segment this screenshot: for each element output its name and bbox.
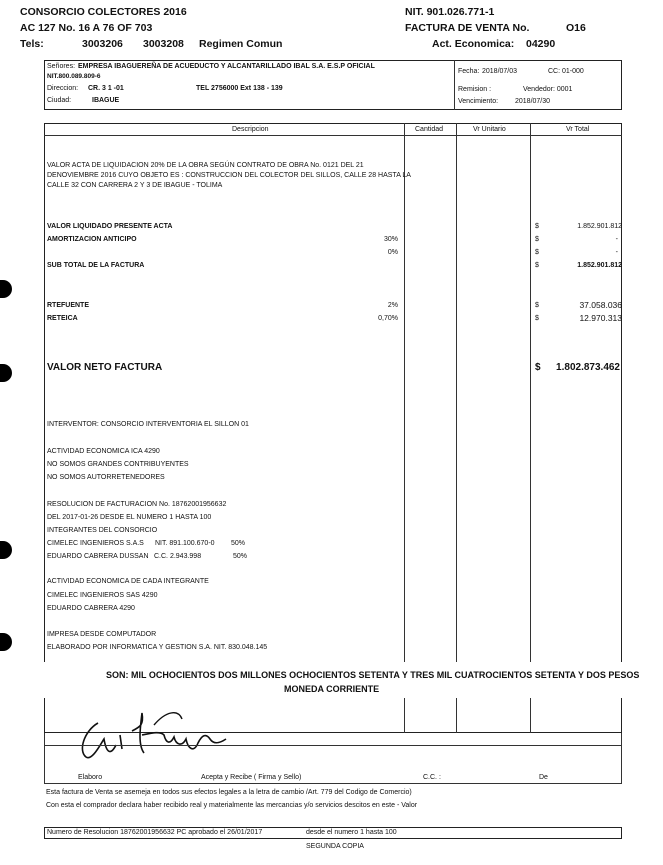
resolucion-1: RESOLUCION DE FACTURACION No. 18762001956632 [47,501,227,508]
cc-label: C.C. : [423,774,441,781]
direccion-label: Direccion: [47,85,79,92]
rtefuente-label: RTEFUENTE [47,302,89,309]
desc-line-2: DENOVIEMBRE 2016 CUYO OBJETO ES : CONSTRUCCION DEL COLECTOR DEL SILLOS, CALLE 28 HASTA LA [47,172,411,179]
ciudad-value: IBAGUE [92,97,120,104]
invoice-number: O16 [566,22,586,34]
actividad-integrante: ACTIVIDAD ECONOMICA DE CADA INTEGRANTE [47,578,209,585]
invoice-label: FACTURA DE VENTA No. [405,22,530,34]
act-economica-value: 04290 [526,38,556,50]
segunda-copia: SEGUNDA COPIA [306,843,364,850]
footer-right-border [621,733,622,783]
col-divider [530,123,531,733]
regime: Regimen Comun [199,38,283,50]
no-autorretenedores: NO SOMOS AUTORRETENEDORES [47,474,165,481]
col-cantidad: Cantidad [415,126,444,133]
subtotal-amount: 1.852.901.812 [577,262,622,269]
resolucion-2: DEL 2017-01-26 DESDE EL NUMERO 1 HASTA 100 [47,514,212,521]
senores-value: EMPRESA IBAGUEREÑA DE ACUEDUCTO Y ALCANTARILLADO IBAL S.A. E.S.P OFICIAL [78,63,375,70]
elaboro-label: Elaboro [78,774,103,781]
company-name: CONSORCIO COLECTORES 2016 [20,6,187,18]
desc-line-3: CALLE 32 CON CARRERA 2 Y 3 DE IBAGUE - TOLIMA [47,182,223,189]
tel-2: 3003208 [143,38,184,50]
remision-label: Remision : [458,86,492,93]
fecha-value: 2018/07/03 [482,68,518,75]
vencimiento-value: 2018/07/30 [515,98,551,105]
col-vr-total: Vr Total [566,126,590,133]
legal-line-2: Con esta el comprador declara haber recibido real y materialmente las mercancias y/o servicios descitos en este - Valor [46,802,418,809]
vendedor: Vendedor: 0001 [523,86,573,93]
rtefuente-amount: 37.058.036 [579,300,622,310]
cc-code: CC: 01-000 [548,68,584,75]
signature [70,705,240,767]
integrante-2-name: EDUARDO CABRERA DUSSAN [47,553,149,560]
table-header-rule [44,135,622,136]
fecha-label: Fecha: [458,68,480,75]
subtotal-label: SUB TOTAL DE LA FACTURA [47,262,145,269]
valor-neto-amount: 1.802.873.462 [556,362,620,373]
tels-label: Tels: [20,38,44,50]
valor-liquidado-amount: 1.852.901.812 [577,223,622,230]
amortizacion-label: AMORTIZACION ANTICIPO [47,236,137,243]
amortizacion-amount-2: - [615,249,618,256]
son-line-1: SON: MIL OCHOCIENTOS DOS MILLONES OCHOCIENTOS SETENTA Y TRES MIL CUATROCIENTOS SETENTA Y DOS PESOS [106,670,640,680]
valor-liquidado-label: VALOR LIQUIDADO PRESENTE ACTA [47,223,173,230]
client-divider [454,60,455,110]
integrantes-label: INTEGRANTES DEL CONSORCIO [47,527,158,534]
integrante-2-id: C.C. 2.943.998 [154,553,202,560]
footer-left-border [44,733,45,783]
ciudad-label: Ciudad: [47,97,72,104]
act-economica-label: Act. Economica: [432,38,515,50]
impresa: IMPRESA DESDE COMPUTADOR [47,631,157,638]
currency-sign: $ [535,315,539,322]
tel-1: 3003206 [82,38,123,50]
desde-numero: desde el numero 1 hasta 100 [306,829,397,836]
punch-hole [0,541,12,559]
actividad-integrante-2: EDUARDO CABRERA 4290 [47,605,135,612]
desc-line-1: VALOR ACTA DE LIQUIDACION 20% DE LA OBRA SEGÚN CONTRATO DE OBRA No. 0121 DEL 21 [47,162,364,169]
integrante-1-id: NIT. 891.100.670-0 [155,540,215,547]
currency-sign: $ [535,249,539,256]
punch-hole [0,280,12,298]
actividad-integrante-1: CIMELEC INGENIEROS SAS 4290 [47,592,158,599]
col-divider [404,123,405,733]
footer-rule [44,783,622,784]
currency-sign: $ [535,223,539,230]
currency-sign-neto: $ [535,362,541,373]
legal-line-1: Esta factura de Venta se asemeja en todos sus efectos legales a la letra de cambio /Art. 779 del Codigo de Comercio) [46,789,412,796]
client-nit: NIT.800.089.809-6 [47,73,101,80]
rtefuente-pct: 2% [387,302,398,309]
senores-label: Señores: [47,63,76,70]
integrante-1-pct: 50% [231,540,246,547]
valor-neto-label: VALOR NETO FACTURA [47,362,163,373]
integrante-1-name: CIMELEC INGENIEROS S.A.S [47,540,144,547]
col-divider [456,123,457,733]
no-grandes-contribuyentes: NO SOMOS GRANDES CONTRIBUYENTES [47,461,189,468]
resolucion-footer: Numero de Resolucion 18762001956632 PC aprobado el 26/01/2017 [47,829,263,836]
currency-sign: $ [535,302,539,309]
col-vr-unitario: Vr Unitario [473,126,506,133]
punch-hole [0,364,12,382]
punch-hole [0,633,12,651]
vencimiento-label: Vencimiento: [458,98,499,105]
client-tel: TEL 2756000 Ext 138 - 139 [196,85,283,92]
col-descripcion: Descripcion [232,126,269,133]
interventor: INTERVENTOR: CONSORCIO INTERVENTORIA EL SILLON 01 [47,421,249,428]
company-nit: NIT. 901.026.771-1 [405,6,495,18]
amortizacion-pct-2: 0% [387,249,398,256]
reteica-amount: 12.970.313 [579,313,622,323]
acepta-label: Acepta y Recibe ( Firma y Sello) [201,774,302,781]
reteica-label: RETEICA [47,315,78,322]
company-address: AC 127 No. 16 A 76 OF 703 [20,22,153,34]
items-table [44,123,622,733]
currency-sign: $ [535,236,539,243]
de-label: De [539,774,548,781]
son-line-2: MONEDA CORRIENTE [284,684,380,694]
reteica-pct: 0,70% [378,315,398,322]
integrante-2-pct: 50% [233,553,248,560]
currency-sign: $ [535,262,539,269]
amortizacion-pct-1: 30% [383,236,398,243]
footer-top-rule [44,745,622,746]
actividad-ica: ACTIVIDAD ECONOMICA ICA 4290 [47,448,160,455]
elaborado-por: ELABORADO POR INFORMATICA Y GESTION S.A. NIT. 830.048.145 [47,644,268,651]
amortizacion-amount: - [615,236,618,243]
direccion-value: CR. 3 1 -01 [88,85,124,92]
